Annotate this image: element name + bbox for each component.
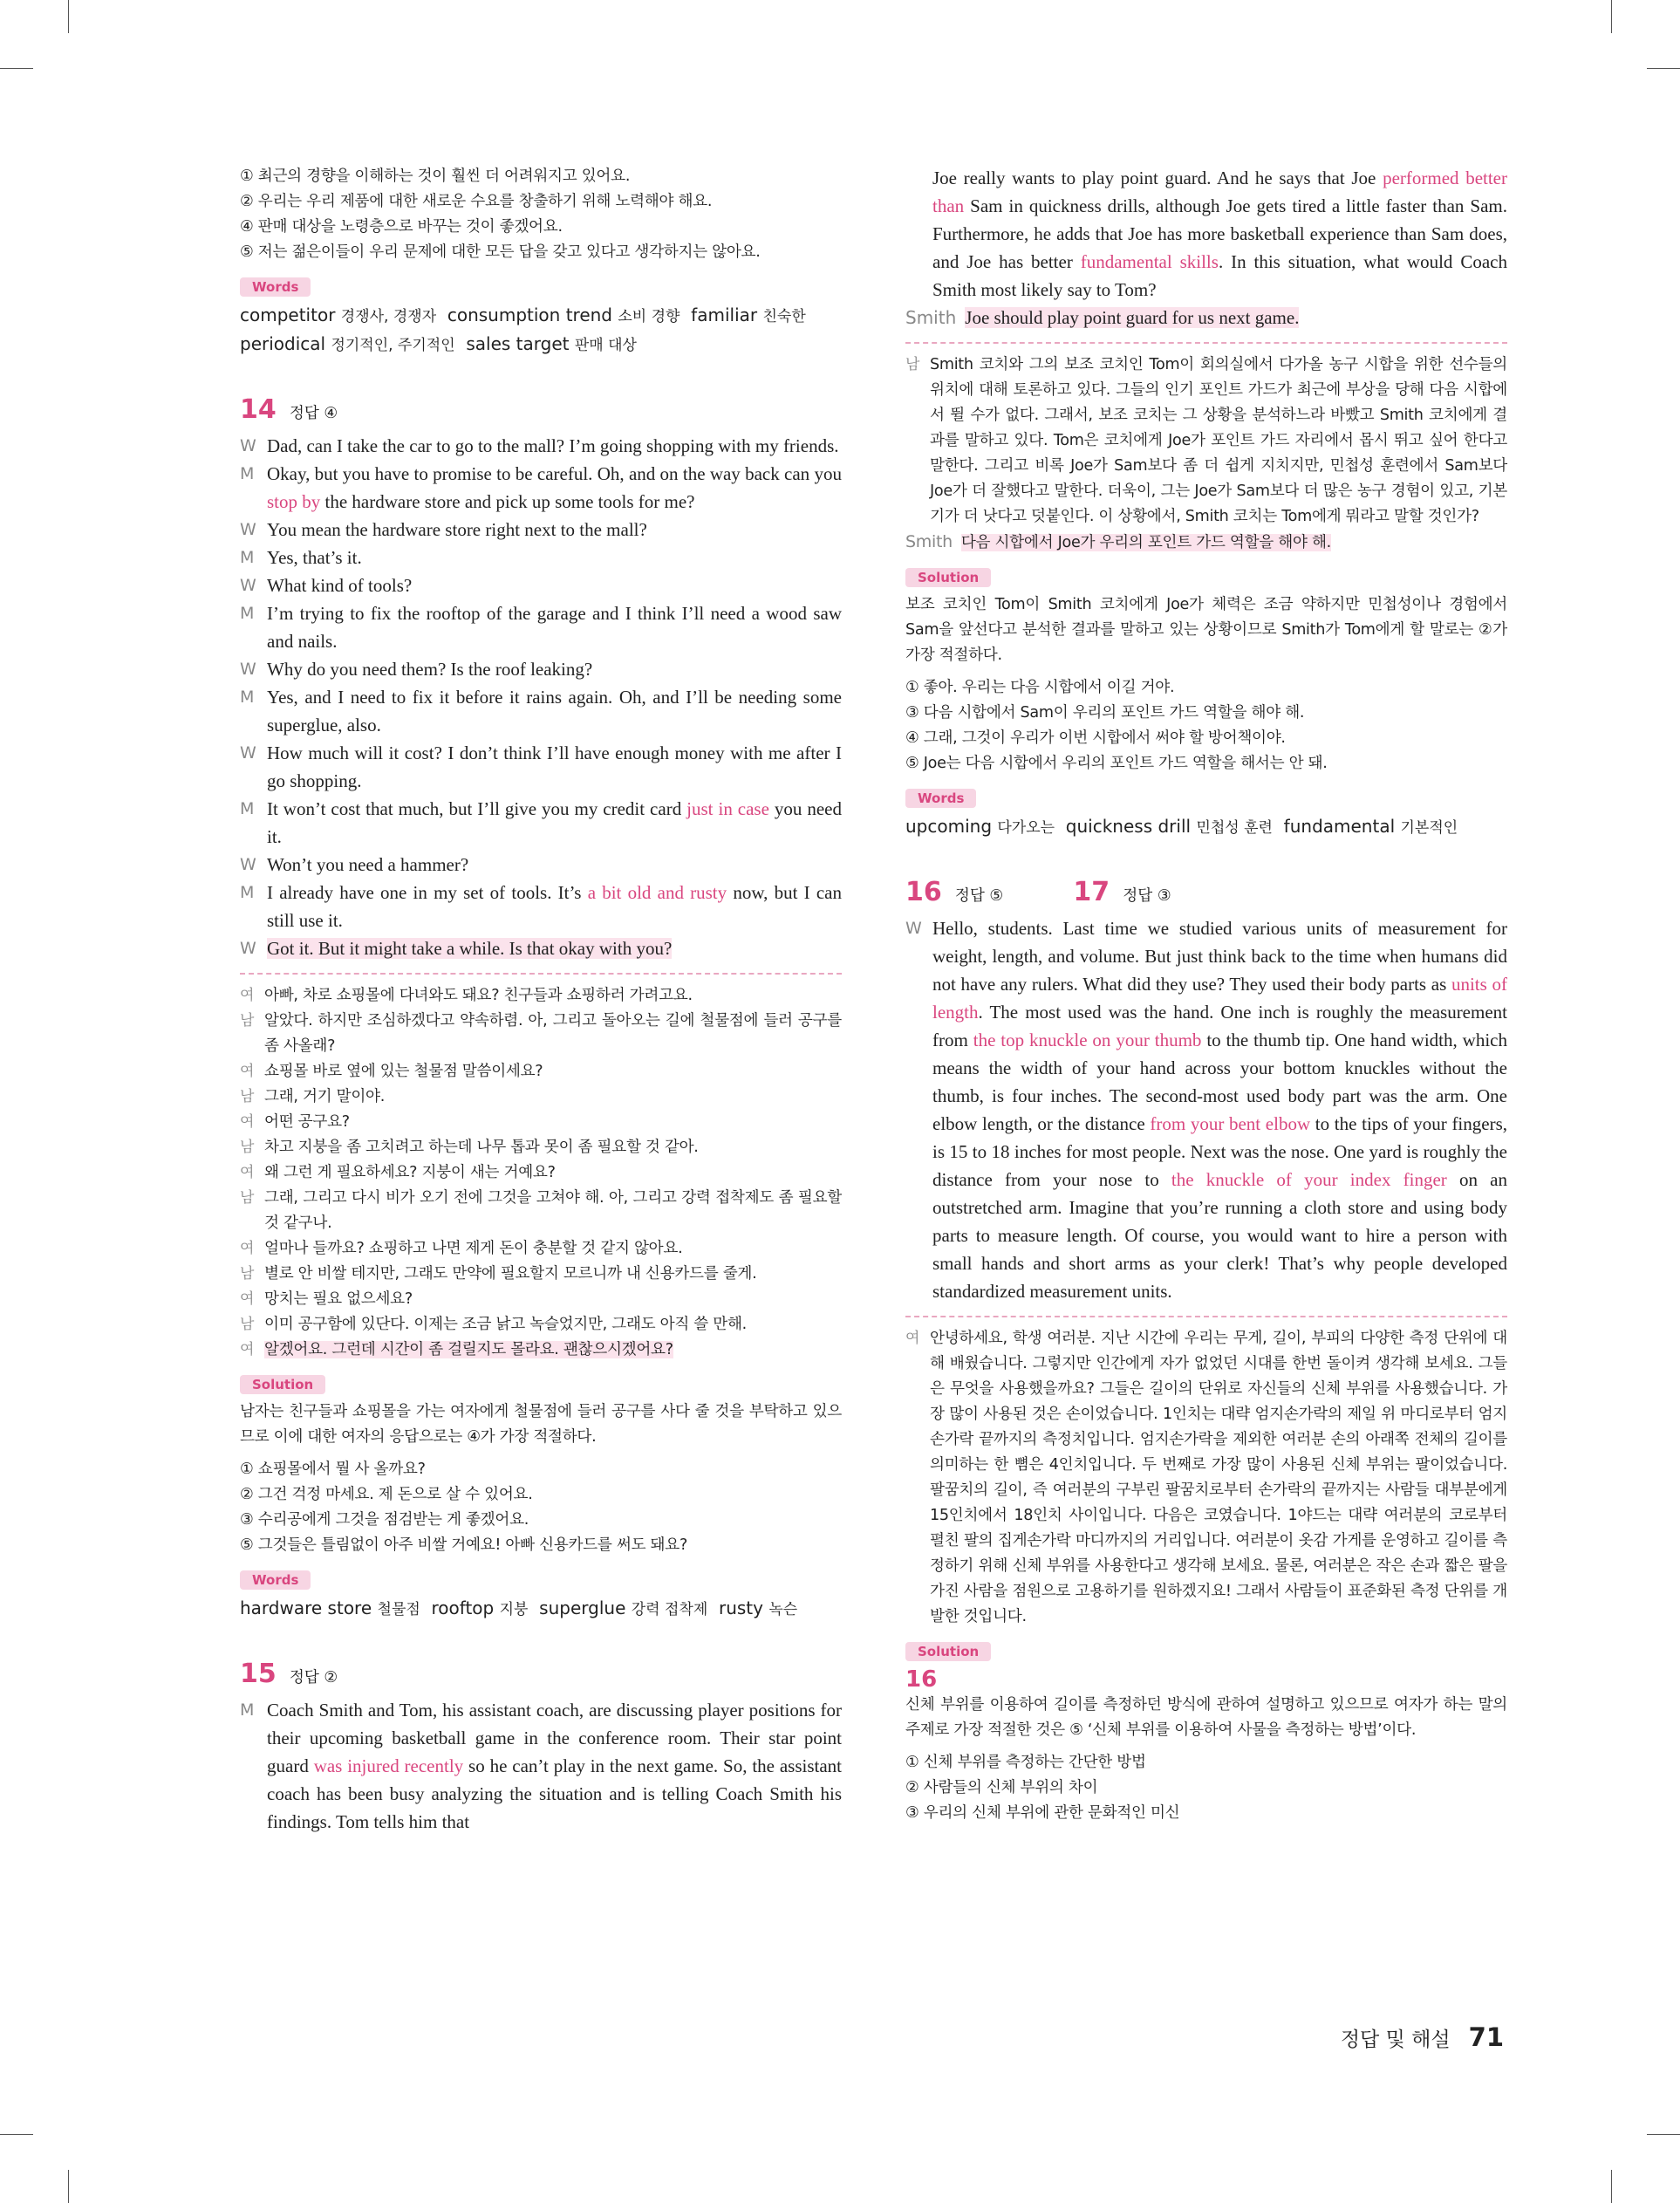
speaker: 남	[240, 1189, 255, 1207]
word-ko: 강력 접착제	[631, 1601, 708, 1618]
left-column	[240, 164, 842, 1836]
dialog-line	[240, 599, 842, 655]
speaker: 남	[240, 1265, 255, 1283]
speaker: W	[240, 939, 256, 958]
speaker: M	[240, 604, 255, 623]
word-ko: 소비 경향	[618, 308, 680, 325]
text-part: the hardware store and pick up some tools for me?	[320, 491, 695, 512]
divider	[905, 342, 1507, 344]
speaker: 남	[240, 1012, 255, 1030]
translation-text	[264, 1338, 842, 1363]
speaker: W	[240, 436, 256, 455]
choice-item: ① 신체 부위를 측정하는 간단한 방법	[905, 1754, 1146, 1771]
translation-line	[240, 1110, 842, 1135]
q15-smith-line	[905, 304, 1507, 332]
word-en: hardware store	[240, 1598, 372, 1618]
q16-17-script	[905, 914, 1507, 1305]
text-part: to the tips of your fingers, is 15 to 18 inches for most people. Next was the nose. One yard is roughly the distance from your nose to	[932, 1113, 1508, 1190]
translation-text: 그래, 그리고 다시 비가 오기 전에 그것을 고쳐야 해. 아, 그리고 강력 접착제도 좀 필요할 것 같구나.	[264, 1189, 842, 1232]
q15-script	[240, 1696, 842, 1836]
translation-text: 알았다. 하지만 조심하겠다고 약속하렴. 아, 그리고 돌아오는 길에 철물점에 들러 공구를 좀 사올래?	[264, 1012, 842, 1055]
crop-mark	[0, 2134, 33, 2135]
words-tag: Words	[240, 277, 311, 297]
speaker: 여	[905, 1330, 920, 1347]
translation-line	[240, 1084, 842, 1110]
answer-highlight: 다음 시합에서 Joe가 우리의 포인트 가드 역할을 해야 해.	[960, 534, 1331, 551]
translation-line	[240, 983, 842, 1009]
solution-tag: Solution	[240, 1375, 325, 1394]
speaker: 남	[905, 356, 920, 373]
q16-17-translation	[905, 1326, 1507, 1630]
q16-solution: 신체 부위를 이용하여 길이를 측정하던 방식에 관하여 설명하고 있으므로 여자가 하는 말의 주제로 가장 적절한 것은 ⑤ ‘신체 부위를 이용하여 사물을 측정하는 방법’이다.	[905, 1696, 1507, 1739]
speaker: 여	[240, 1240, 255, 1257]
answer-label: 정답 ⑤	[954, 887, 1004, 905]
translation-line	[240, 1160, 842, 1186]
translation-line	[905, 530, 1507, 556]
key-phrase: the top knuckle on your thumb	[973, 1030, 1202, 1050]
key-phrase: from your bent elbow	[1150, 1113, 1311, 1134]
translation-line	[240, 1009, 842, 1059]
choice-item: ③ 우리의 신체 부위에 관한 문화적인 미신	[905, 1804, 1180, 1822]
word-en: consumption trend	[447, 304, 612, 325]
word-en: rooftop	[431, 1598, 495, 1618]
translation-line	[905, 1326, 1507, 1630]
word-en: sales target	[466, 333, 570, 354]
text-part: Hello, students. Last time we studied various units of measurement for weight, length, and volume. But just think back to the time when humans did not have any rulers. What did they use? They used their body parts as	[932, 918, 1507, 995]
answer-highlight: Joe should play point guard for us next game.	[965, 307, 1300, 328]
word-en: quickness drill	[1065, 816, 1192, 837]
q15-solution: 보조 코치인 Tom이 Smith 코치에게 Joe가 체력은 조금 약하지만 민첩성이나 경험에서 Sam을 앞선다고 분석한 결과를 말하고 있는 상황이므로 Smith가 Tom에게 할 말로는 ②가 가장 적절하다.	[905, 596, 1507, 664]
translation-text: 그래, 거기 말이야.	[264, 1088, 386, 1105]
words-tag: Words	[240, 1570, 311, 1590]
word-ko: 민첩성 훈련	[1196, 819, 1273, 837]
text-part: . The most used was the hand. One inch is roughly the measurement from	[932, 1002, 1507, 1050]
dialog-line	[240, 683, 842, 739]
choice-item: ① 쇼핑몰에서 뭘 사 올까요?	[240, 1461, 426, 1478]
dialog-line	[240, 739, 842, 795]
translation-line	[240, 1312, 842, 1338]
text-part: I already have one in my set of tools. It’s	[267, 882, 588, 903]
dialog-line	[240, 934, 842, 962]
choice-item: ⑤ 그것들은 틀림없이 아주 비쌀 거예요! 아빠 신용카드를 써도 돼요?	[240, 1536, 687, 1554]
translation-text: 별로 안 비쌀 테지만, 그래도 만약에 필요할지 모르니까 내 신용카드를 줄게.	[264, 1265, 757, 1283]
speaker: Smith	[905, 307, 957, 328]
speaker: Smith	[905, 532, 953, 551]
translation-line	[240, 1287, 842, 1312]
speaker: M	[240, 464, 255, 483]
q16-choices	[905, 1750, 1507, 1826]
speaker: 여	[240, 1341, 255, 1358]
choice-item: ④ 그래, 그것이 우리가 이번 시합에서 써야 할 방어책이야.	[905, 729, 1286, 747]
q15-choices	[905, 675, 1507, 777]
question-number: 16	[905, 877, 942, 907]
dialog-line	[240, 516, 842, 544]
q14-solution: 남자는 친구들과 쇼핑몰을 가는 여자에게 철물점에 들러 공구를 사다 줄 것을 부탁하고 있으므로 이에 대한 여자의 응답으로는 ④가 가장 적절하다.	[240, 1403, 842, 1446]
solution-question-number: 16	[905, 1666, 938, 1693]
dialog-text: Yes, that’s it.	[267, 547, 362, 568]
question-15-header	[240, 1659, 842, 1689]
crop-mark	[1647, 68, 1680, 69]
translation-text: 쇼핑몰 바로 옆에 있는 철물점 말씀이세요?	[264, 1063, 543, 1080]
dialog-text: Won’t you need a hammer?	[267, 854, 469, 875]
speaker: M	[240, 548, 255, 567]
speaker: 여	[240, 1113, 255, 1131]
word-ko: 철물점	[377, 1601, 420, 1618]
choice-item: ① 최근의 경향을 이해하는 것이 훨씬 더 어려워지고 있어요.	[240, 168, 631, 185]
speaker: 남	[240, 1139, 255, 1156]
q15-script-continued	[905, 164, 1507, 304]
speaker: M	[240, 799, 255, 818]
word-ko: 정기적인, 주기적인	[331, 337, 455, 354]
choice-item: ① 좋아. 우리는 다음 시합에서 이길 거야.	[905, 679, 1175, 696]
q15-translation	[905, 352, 1507, 556]
q14-translation	[240, 983, 842, 1363]
text-part: on an outstretched arm. Imagine that you’re running a cloth store and using body parts to measure length. Of course, you would want to hire a person with small hands and short arms as your clerk! That’s why people developed standardized measurement units.	[932, 1169, 1507, 1302]
crop-mark	[1647, 2134, 1680, 2135]
translation-text: 안녕하세요, 학생 여러분. 지난 시간에 우리는 무게, 길이, 부피의 다양한 측정 단위에 대해 배웠습니다. 그렇지만 인간에게 자가 없었던 시대를 한번 돌이켜 생각해 보세요. 그들은 무엇을 사용했을까요? 그들은 길이의 단위로 자신들의 신체 부위를 사용했습니다. 가장 많이 사용된 것은 손이었습니다. 1인치는 대략 엄지손가락의 제일 위 마디로부터 엄지손가락 끝까지의 측정치입니다. 엄지손가락을 제외한 여러분 손의 아래쪽 전체의 길이를 의미하는 한 뼘은 4인치입니다. 두 번째로 가장 많이 사용된 신체 부위는 팔이었습니다. 팔꿈치의 길이, 즉 여러분의 구부린 팔꿈치로부터 손가락의 끝까지는 사람들 대부분에게 15인치에서 18인치 사이입니다. 다음은 코였습니다. 1야드는 대략 여러분의 코로부터 펼친 팔의 집게손가락 마디까지의 거리입니다. 여러분이 옷감 가게를 운영하고 길이를 측정하기 위해 신체 부위를 사용한다고 생각해 보세요. 물론, 여러분은 작은 손과 짧은 팔을 가진 사람을 점원으로 고용하기를 원하겠지요! 그래서 사람들이 표준화된 측정 단위를 개발한 것입니다.	[930, 1330, 1507, 1625]
speaker: W	[240, 576, 256, 595]
translation-line	[240, 1135, 842, 1160]
translation-line	[240, 1262, 842, 1287]
q13-words	[240, 302, 842, 359]
dialog-line	[240, 460, 842, 516]
answer-label: 정답 ③	[1123, 887, 1171, 905]
text-part: to the thumb tip. One hand width, which means the width of your hand across your bottom knuckles without the thumb, is four inches. The second-most used body part was the arm. One elbow length, or the distance	[932, 1030, 1507, 1134]
translation-text: 얼마나 들까요? 쇼핑하고 나면 제게 돈이 충분할 것 같지 않아요.	[264, 1240, 683, 1257]
speaker: W	[905, 919, 922, 938]
speaker: 남	[240, 1316, 255, 1333]
choice-item: ③ 수리공에게 그것을 점검받는 게 좋겠어요.	[240, 1511, 529, 1529]
speaker: W	[240, 743, 256, 763]
words-tag: Words	[905, 789, 976, 808]
translation-text: 어떤 공구요?	[264, 1113, 350, 1131]
answer-highlight: Got it. But it might take a while. Is that okay with you?	[267, 938, 673, 959]
dialog-line	[240, 795, 842, 851]
dialog-line	[240, 1696, 842, 1836]
answer-label: 정답 ④	[289, 405, 338, 422]
text-part: It won’t cost that much, but I’ll give you my credit card	[267, 798, 687, 819]
answer-label: 정답 ②	[289, 1669, 338, 1686]
speaker: W	[240, 855, 256, 874]
dialog-text	[267, 1696, 842, 1836]
speaker: M	[240, 1700, 255, 1720]
speaker: 여	[240, 987, 255, 1004]
translation-line	[240, 1186, 842, 1236]
solution-tag: Solution	[905, 1642, 991, 1661]
crop-mark	[68, 0, 69, 33]
word-en: upcoming	[905, 816, 993, 837]
translation-text: 왜 그런 게 필요하세요? 지붕이 새는 거예요?	[264, 1164, 556, 1181]
word-ko: 녹슨	[768, 1601, 798, 1618]
speaker: 여	[240, 1164, 255, 1181]
dialog-text: I’m trying to fix the rooftop of the garage and I think I’ll need a wood saw and nails.	[267, 603, 842, 652]
dialog-text: Why do you need them? Is the roof leaking?	[267, 659, 593, 680]
choice-item: ② 사람들의 신체 부위의 차이	[905, 1779, 1098, 1796]
text-part: Coach Smith and Tom, his assistant coach, are discussing player positions for their upcoming basketball game in the conference room. Their star point guard	[267, 1700, 842, 1776]
page-footer	[1341, 2022, 1504, 2052]
question-16-17-header	[905, 877, 1507, 907]
translation-text: 이미 공구함에 있단다. 이제는 조금 낡고 녹슬었지만, 그래도 아직 쓸 만해.	[264, 1316, 747, 1333]
word-en: familiar	[691, 304, 758, 325]
speaker: 여	[240, 1290, 255, 1308]
choice-item: ⑤ 저는 젊은이들이 우리 문제에 대한 모든 답을 갖고 있다고 생각하지는 않아요.	[240, 243, 761, 261]
key-phrase: units of length	[932, 974, 1507, 1023]
dialog-text: What kind of tools?	[267, 575, 413, 596]
dialog-text	[267, 934, 842, 962]
dialog-text: How much will it cost? I don’t think I’ll have enough money with me after I go shopping.	[267, 742, 842, 791]
q14-dialog	[240, 432, 842, 962]
question-14-header	[240, 394, 842, 425]
text-part: now, but I can still use it.	[267, 882, 842, 931]
speaker: M	[240, 883, 255, 902]
text-part: . In this situation, what would Coach Smith most likely say to Tom?	[932, 251, 1507, 300]
text-part: so he can’t play in the next game. So, the assistant coach has been busy analyzing the situation and is telling Coach Smith his findings. Tom tells him that	[267, 1755, 842, 1832]
page-number: 71	[1468, 2022, 1504, 2052]
crop-mark	[0, 68, 33, 69]
choice-item: ② 그건 걱정 마세요. 제 돈으로 살 수 있어요.	[240, 1486, 533, 1503]
choice-item: ② 우리는 우리 제품에 대한 새로운 수요를 창출하기 위해 노력해야 해요.	[240, 193, 713, 210]
word-en: superglue	[539, 1598, 626, 1618]
solution-tag: Solution	[905, 568, 991, 587]
word-ko: 지붕	[499, 1601, 529, 1618]
q14-words	[240, 1595, 842, 1624]
key-phrase: stop by	[267, 491, 321, 512]
q15-words	[905, 813, 1507, 842]
question-number: 17	[1073, 877, 1110, 907]
choice-item: ④ 판매 대상을 노령층으로 바꾸는 것이 좋겠어요.	[240, 218, 563, 236]
translation-line	[240, 1059, 842, 1084]
translation-text: 망치는 필요 없으세요?	[264, 1290, 413, 1308]
word-ko: 기본적인	[1400, 819, 1458, 837]
divider	[905, 1316, 1507, 1317]
dialog-line	[240, 851, 842, 879]
q14-choices	[240, 1457, 842, 1558]
speaker: W	[240, 520, 256, 539]
translation-line	[240, 1338, 842, 1363]
word-en: competitor	[240, 304, 336, 325]
word-en: periodical	[240, 333, 326, 354]
speaker: 여	[240, 1063, 255, 1080]
text-part: Joe really wants to play point guard. And he says that Joe	[932, 168, 1383, 188]
translation-text: 차고 지붕을 좀 고치려고 하는데 나무 톱과 못이 좀 필요할 것 같아.	[264, 1139, 699, 1156]
dialog-text	[267, 879, 842, 934]
speaker: M	[240, 688, 255, 707]
key-phrase: just in case	[686, 798, 769, 819]
dialog-line	[240, 571, 842, 599]
word-ko: 경쟁사, 경쟁자	[340, 308, 437, 325]
dialog-text	[932, 914, 1507, 1305]
translation-line	[905, 352, 1507, 530]
translation-text: 아빠, 차로 쇼핑몰에 다녀와도 돼요? 친구들과 쇼핑하러 가려고요.	[264, 987, 693, 1004]
dialog-line	[240, 879, 842, 934]
key-phrase: fundamental skills	[1080, 251, 1219, 272]
translation-line	[240, 1236, 842, 1262]
choice-item: ③ 다음 시합에서 Sam이 우리의 포인트 가드 역할을 해야 해.	[905, 704, 1305, 722]
right-column	[905, 164, 1507, 1826]
crop-mark	[68, 2170, 69, 2203]
answer-highlight: 알겠어요. 그런데 시간이 좀 걸릴지도 몰라요. 괜찮으시겠어요?	[264, 1341, 673, 1358]
key-phrase: was injured recently	[313, 1755, 464, 1776]
choice-item: ⑤ Joe는 다음 시합에서 우리의 포인트 가드 역할을 해서는 안 돼.	[905, 755, 1328, 772]
speaker: 남	[240, 1088, 255, 1105]
key-phrase: performed better than	[932, 168, 1507, 216]
translation-text: Smith 코치와 그의 보조 코치인 Tom이 회의실에서 다가올 농구 시합을 위한 선수들의 위치에 대해 토론하고 있다. 그들의 인기 포인트 가드가 최근에 부상을 당해 다음 시합에서 뛸 수가 없다. 그래서, 보조 코치는 그 상황을 분석하느라 바빴고 Smith 코치에게 결과를 말하고 있다. Tom은 코치에게 Joe가 포인트 가드 자리에서 몹시 뛰고 싶어 한다고 말한다. 그리고 비록 Joe가 Sam보다 좀 더 쉽게 지치지만, 민첩성 훈련에서 Sam보다 Joe가 더 잘했다고 말한다. 더욱이, 그는 Joe가 Sam보다 더 많은 농구 경험이 있고, 기본기가 더 낫다고 덧붙인다. 이 상황에서, Smith 코치는 Tom에게 뭐라고 말할 것인가?	[930, 356, 1507, 525]
dialog-text: Dad, can I take the car to go to the mall? I’m going shopping with my friends.	[267, 435, 839, 456]
divider	[240, 973, 842, 975]
key-phrase: the knuckle of your index finger	[1171, 1169, 1447, 1190]
dialog-text	[267, 460, 842, 516]
word-en: fundamental	[1283, 816, 1396, 837]
dialog-text	[267, 795, 842, 851]
word-ko: 다가오는	[997, 819, 1055, 837]
dialog-text: Yes, and I need to fix it before it rains again. Oh, and I’ll be needing some superglue, also.	[267, 687, 842, 735]
text-part: Okay, but you have to promise to be careful. Oh, and on the way back can you	[267, 463, 842, 484]
dialog-text: You mean the hardware store right next to the mall?	[267, 519, 647, 540]
footer-label: 정답 및 해설	[1340, 2029, 1451, 2051]
dialog-line	[240, 655, 842, 683]
key-phrase: a bit old and rusty	[587, 882, 727, 903]
crop-mark	[1611, 2170, 1612, 2203]
question-number: 15	[240, 1659, 277, 1689]
dialog-line	[240, 544, 842, 571]
speaker: W	[240, 660, 256, 679]
text-part: Sam in quickness drills, although Joe gets tired a little faster than Sam. Furthermore, he adds that Joe has more basketball experience than Sam does, and Joe has better	[932, 195, 1507, 272]
dialog-line	[905, 914, 1507, 1305]
text-part: you need it.	[267, 798, 842, 847]
word-ko: 판매 대상	[574, 337, 637, 354]
q13-choices	[240, 164, 842, 265]
dialog-line	[240, 432, 842, 460]
crop-mark	[1611, 0, 1612, 33]
question-number: 14	[240, 394, 277, 425]
word-en: rusty	[718, 1598, 763, 1618]
word-ko: 친숙한	[762, 308, 806, 325]
